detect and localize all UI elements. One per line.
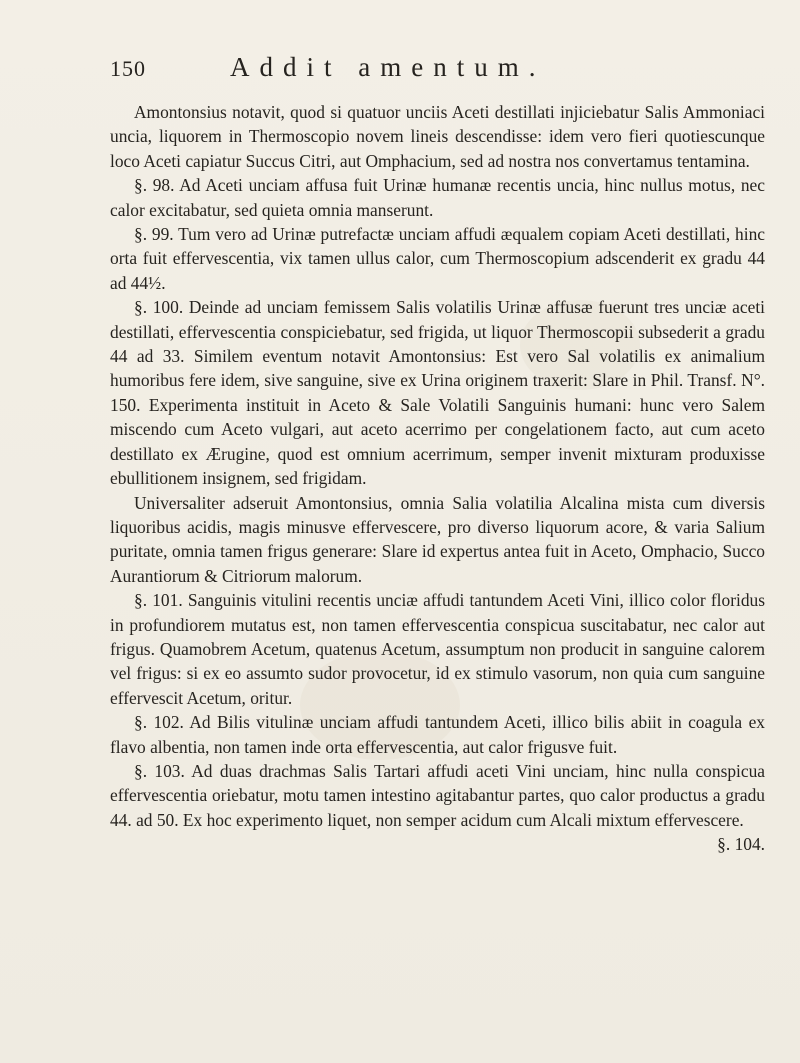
paragraph-102: §. 102. Ad Bilis vitulinæ unciam affudi tantundem Aceti, illico bilis abiit in coagula ex flavo albentia, non tamen inde orta effervescentia, aut calor frigusve fuit.	[110, 712, 765, 757]
body-text	[110, 100, 765, 857]
catchword: §. 104.	[717, 834, 765, 855]
paragraph-103: §. 103. Ad duas drachmas Salis Tartari affudi aceti Vini unciam, hinc nulla conspicua effervescentia oriebatur, motu tamen intestino agitabantur partes, quo calor productus a gradu 44. ad 50. Ex hoc experimento liquet, non semper acidum cum Alcali mixtum effervescere.	[110, 760, 765, 830]
page-number: 150	[110, 56, 146, 81]
paragraph-99: §. 99. Tum vero ad Urinæ putrefactæ unciam affudi æqualem copiam Aceti destillati, hinc orta fuit effervescentia, vix tamen ullus calor, cum Thermoscopium adscenderit ex gradu 44 ad 44½.	[110, 224, 765, 293]
paragraph-98: §. 98. Ad Aceti unciam affusa fuit Urinæ humanæ recentis uncia, hinc nullus motus, nec calor excitabatur, sed quieta omnia manserunt.	[110, 175, 765, 220]
paragraph-100: §. 100. Deinde ad unciam femissem Salis volatilis Urinæ affusæ fuerunt tres unciæ aceti destillati, effervescentia conspiciebatur, sed frigida, ut liquor Thermoscopii subsederit a gradu 44 ad 33. Similem eventum notavit Amontonsius: Est vero Sal volatilis ex animalium humoribus fere idem, sive sanguine, sive ex Urina originem traxerit: Slare in Phil. Transf. N°. 150. Experimenta instituit in Aceto & Sale Volatili Sanguinis humani: hunc vero Salem miscendo cum Aceto vulgari, aut aceto acerrimo per congelationem facto, aut cum aceto destillato ex Ærugine, quod est omnium acerrimum, semper invenit mixturam produxisse ebullitionem insignem, sed frigidam.	[110, 297, 765, 489]
page-header	[110, 52, 750, 92]
paragraph-amontonsius: Amontonsius notavit, quod si quatuor unciis Aceti destillati injiciebatur Salis Ammoniaci uncia, liquorem in Thermoscopio novem lineis descendisse: idem vero fieri quotiescunque loco Aceti capiatur Succus Citri, aut Omphacium, sed ad nostra nos convertamus tentamina.	[110, 102, 765, 171]
catchword-line	[110, 832, 765, 856]
paragraph-101: §. 101. Sanguinis vitulini recentis unciæ affudi tantundem Aceti Vini, illico color floridus in profundiorem mutatus est, non tamen effervescentia conspicua suscitabatur, nec calor aut frigus. Quamobrem Acetum, quatenus Acetum, assumptum non producit in sanguine calorem vel frigus: si ex eo assumto sudor provocetur, id ex stimulo vasorum, non quia cum sanguine effervescit Acetum, oritur.	[110, 590, 765, 708]
running-title: Addit amentum.	[230, 52, 546, 82]
paragraph-universaliter: Universaliter adseruit Amontonsius, omnia Salia volatilia Alcalina mista cum diversis liquoribus acidis, magis minusve effervescere, pro diverso liquorum acore, & varia Salium puritate, omnia tamen frigus generare: Slare id expertus antea fuit in Aceto, Omphacio, Succo Aurantiorum & Citriorum malorum.	[110, 492, 765, 586]
